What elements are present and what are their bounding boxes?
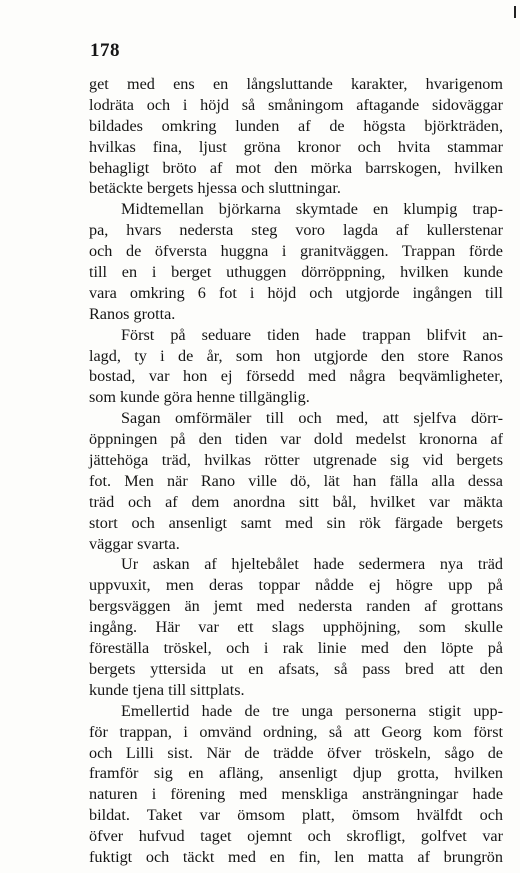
text-line: öfver hufvud taget ojemnt och skrofligt, golfvet var — [89, 827, 503, 846]
text-line: bildat. Taket var ömsom platt, ömsom hvälfdt och — [89, 806, 503, 825]
text-line: bostad, var hon ej försedd med några beqvämligheter, — [89, 367, 503, 386]
text-line: som kunde göra henne tillgänglig. — [89, 388, 310, 407]
text-line: Ur askan af hjeltebålet hade sedermera nya träd — [121, 555, 503, 574]
text-line: vara omkring 6 fot i höjd och utgjorde ingången till — [89, 283, 503, 302]
text-line: till en i berget uthuggen dörröppning, hvilken kunde — [89, 263, 503, 282]
text-line: Sagan omförmäler till och med, att sjelfva dörr- — [121, 409, 503, 428]
text-line: och Lilli sist. När de trädde öfver tröskeln, sågo de — [89, 743, 503, 762]
text-line: lodräta och i höjd så småningom aftagande sidoväggar — [89, 95, 503, 114]
text-line: lagd, ty i de år, som hon utgjorde den store Ranos — [89, 346, 503, 365]
text-line: stort och ansenligt samt med sin rök färgade bergets — [89, 513, 503, 532]
text-line: get med ens en långsluttande karakter, hvarigenom — [89, 75, 503, 93]
text-line: föreställa tröskel, och i rak linie med den löpte på — [89, 639, 503, 658]
body-text — [89, 74, 503, 868]
page-number: 178 — [90, 40, 120, 61]
text-line: kunde tjena till sittplats. — [89, 680, 245, 699]
text-line: uppvuxit, men deras toppar nådde ej högre upp på — [89, 576, 503, 595]
text-line: bildades omkring lunden af de högsta björkträden, — [89, 116, 503, 135]
text-line: väggar svarta. — [89, 534, 180, 553]
text-line: öppningen på den tiden var dold medelst kronorna af — [89, 430, 503, 449]
text-line: för trappan, i omvänd ordning, så att Georg kom först — [89, 722, 503, 741]
text-line: bergsväggen än jemt med nedersta randen af grottans — [89, 597, 503, 616]
text-line: bergets yttersida ut en afsats, så pass bred att den — [89, 659, 503, 678]
text-line: behagligt bröto af mot den mörka barrskogen, hvilken — [89, 158, 503, 177]
text-line: fot. Men när Rano ville dö, lät han fälla alla dessa — [89, 471, 503, 490]
page-edge-mark — [514, 6, 516, 18]
text-line: framför sig en afläng, ansenligt djup grotta, hvilken — [89, 764, 503, 783]
text-line: hvilkas fina, ljust gröna kronor och hvita stammar — [89, 137, 503, 156]
text-line: träd och af dem anordna sitt bål, hvilket var mäkta — [89, 492, 503, 511]
text-line: naturen i förening med menskliga ansträngningar hade — [89, 785, 503, 804]
text-line: och de öfversta huggna i granitväggen. Trappan förde — [89, 242, 503, 261]
text-line: Först på seduare tiden hade trappan blifvit an- — [121, 325, 503, 344]
text-line: Emellertid hade de tre unga personerna stigit upp- — [121, 701, 503, 720]
text-line: pa, hvars nedersta steg voro lagda af kullerstenar — [89, 221, 503, 240]
text-line: betäckte bergets hjessa och sluttningar. — [89, 179, 341, 198]
text-line: fuktigt och täckt med en fin, len matta af brungrön — [89, 847, 503, 866]
text-line: ingång. Här var ett slags upphöjning, som skulle — [89, 618, 503, 637]
text-line: Ranos grotta. — [89, 304, 176, 323]
text-line: Midtemellan björkarna skymtade en klumpig trap- — [121, 200, 503, 219]
text-line: jättehöga träd, hvilkas rötter utgrenade sig vid bergets — [89, 451, 503, 470]
